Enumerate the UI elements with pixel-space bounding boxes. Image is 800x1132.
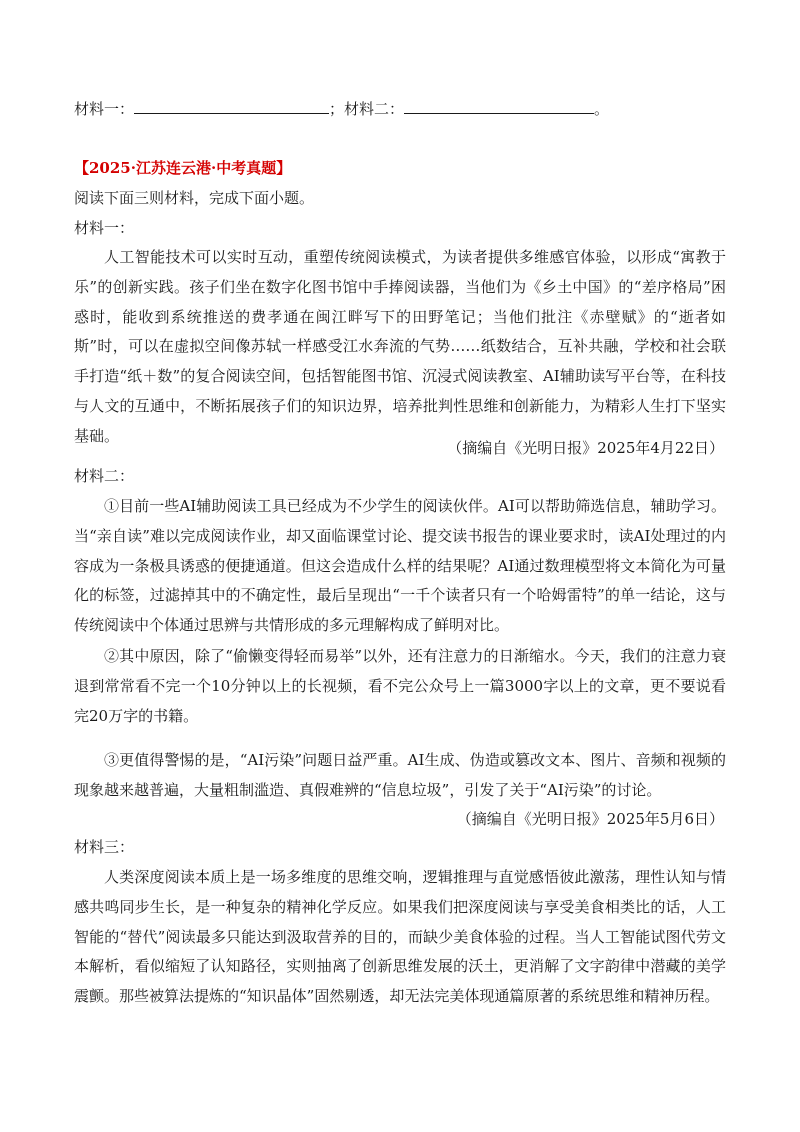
- exam-source-tag: 【2025·江苏连云港·中考真题】: [74, 159, 292, 177]
- answer-blank-2[interactable]: [404, 99, 594, 114]
- material2-source: （摘编自《光明日报》2025年5月6日）: [456, 810, 724, 828]
- material2-paragraph-1: ①目前一些AI辅助阅读工具已经成为不少学生的阅读伙伴。AI可以帮助筛选信息，辅助学习。当“亲自读”难以完成阅读作业，却又面临课堂讨论、提交读书报告的课业要求时，读AI处理过的内容成为一条极具诱惑的便捷通道。但这会造成什么样的结果呢？AI通过数理模型将文本简化为可量化的标签，过滤掉其中的不确定性，最后呈现出“一千个读者只有一个哈姆雷特”的单一结论，这与传统阅读中个体通过思辨与共情形成的多元理解构成了鲜明对比。: [74, 497, 726, 635]
- answer-separator: ；材料二：: [329, 100, 405, 118]
- answer-line: [74, 99, 724, 119]
- answer-label-1: 材料一：: [74, 100, 135, 118]
- material3-label: 材料三：: [74, 838, 135, 856]
- material2-label: 材料二：: [74, 467, 135, 485]
- material2-paragraph-2: ②其中原因，除了“偷懒变得轻而易举”以外，还有注意力的日渐缩水。今天，我们的注意力衰退到常常看不完一个10分钟以上的长视频，看不完公众号上一篇3000字以上的文章，更不要说看完20万字的书籍。: [74, 647, 726, 725]
- material2-paragraph-3: ③更值得警惕的是，“AI污染”问题日益严重。AI生成、伪造或篡改文本、图片、音频和视频的现象越来越普遍，大量粗制滥造、真假难辨的“信息垃圾”，引发了关于“AI污染”的讨论。: [74, 751, 726, 799]
- material1-label: 材料一：: [74, 219, 135, 237]
- instruction-text: 阅读下面三则材料，完成下面小题。: [74, 189, 315, 207]
- material1-paragraph: 人工智能技术可以实时互动，重塑传统阅读模式，为读者提供多维感官体验，以形成“寓教于乐”的创新实践。孩子们坐在数字化图书馆中手捧阅读器，当他们为《乡土中国》的“差序格局”困惑时，能收到系统推送的费孝通在闽江畔写下的田野笔记；当他们批注《赤壁赋》的“逝者如斯”时，可以在虚拟空间像苏轼一样感受江水奔流的气势……纸数结合，互补共融，学校和社会联手打造“纸＋数”的复合阅读空间，包括智能图书馆、沉浸式阅读教室、AI辅助读写平台等，在科技与人文的互通中，不断拓展孩子们的知识边界，培养批判性思维和创新能力，为精彩人生打下坚实基础。: [74, 248, 726, 445]
- material1-source: （摘编自《光明日报》2025年4月22日）: [447, 439, 724, 457]
- material3-paragraph: 人类深度阅读本质上是一场多维度的思维交响，逻辑推理与直觉感悟彼此激荡，理性认知与情感共鸣同步生长，是一种复杂的精神化学反应。如果我们把深度阅读与享受美食相类比的话，人工智能的“替代”阅读最多只能达到汲取营养的目的，而缺少美食体验的过程。当人工智能试图代劳文本解析，看似缩短了认知路径，实则抽离了创新思维发展的沃土，更消解了文字韵律中潜藏的美学震颤。那些被算法提炼的“知识晶体”固然剔透，却无法完美体现通篇原著的系统思维和精神历程。: [74, 868, 726, 1006]
- answer-blank-1[interactable]: [134, 99, 329, 114]
- answer-end: 。: [594, 100, 610, 118]
